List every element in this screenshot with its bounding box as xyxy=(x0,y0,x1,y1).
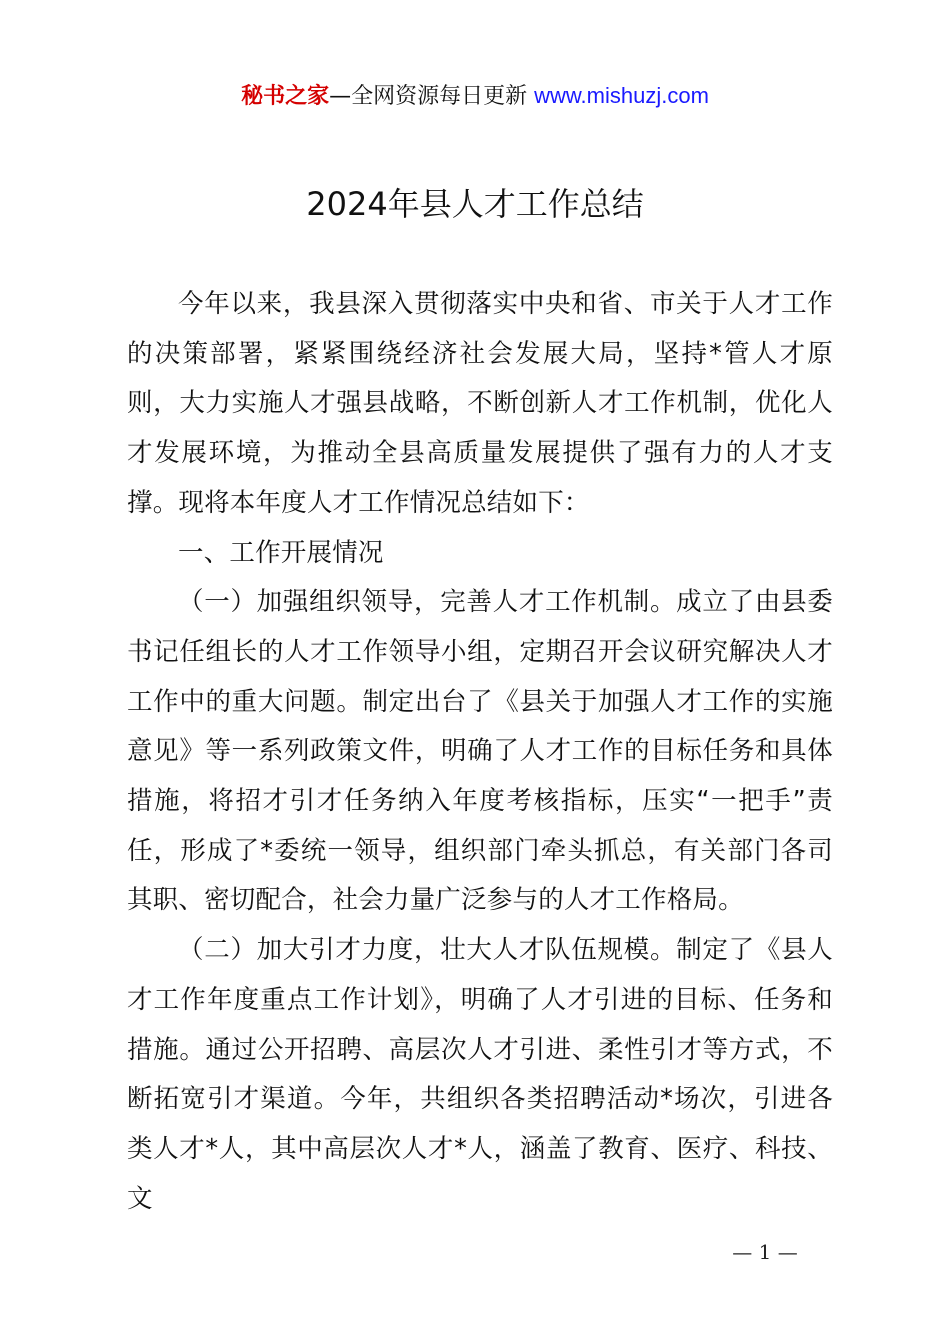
intro-paragraph: 今年以来，我县深入贯彻落实中央和省、市关于人才工作的决策部署，紧紧围绕经济社会发展大局，坚持*管人才原则，大力实施人才强县战略，不断创新人才工作机制，优化人才发展环境，为推动全县高质量发展提供了强有力的人才支撑。现将本年度人才工作情况总结如下： xyxy=(127,289,833,518)
subsection-paragraph-1: （一）加强组织领导，完善人才工作机制。成立了由县委书记任组长的人才工作领导小组，定期召开会议研究解决人才工作中的重大问题。制定出台了《县关于加强人才工作的实施意见》等一系列政策文件，明确了人才工作的目标任务和具体措施，将招才引才任务纳入年度考核指标，压实“一把手”责任，形成了*委统一领导，组织部门牵头抓总，有关部门各司其职、密切配合，社会力量广泛参与的人才工作格局。 xyxy=(127,587,833,916)
site-header xyxy=(0,78,950,115)
site-tagline: —全网资源每日更新 xyxy=(329,84,528,109)
document-body xyxy=(127,280,833,1224)
site-url-link[interactable]: www.mishuzj.com xyxy=(534,83,709,108)
document-title: 2024年县人才工作总结 xyxy=(306,185,644,223)
subsection-paragraph-2: （二）加大引才力度，壮大人才队伍规模。制定了《县人才工作年度重点工作计划》，明确了人才引进的目标、任务和措施。通过公开招聘、高层次人才引进、柔性引才等方式，不断拓宽引才渠道。今年，共组织各类招聘活动*场次，引进各类人才*人，其中高层次人才*人，涵盖了教育、医疗、科技、文 xyxy=(127,935,833,1214)
page-number: — 1 — xyxy=(732,1240,798,1264)
section-heading: 一、工作开展情况 xyxy=(178,537,384,568)
site-brand: 秘书之家 xyxy=(241,84,330,109)
